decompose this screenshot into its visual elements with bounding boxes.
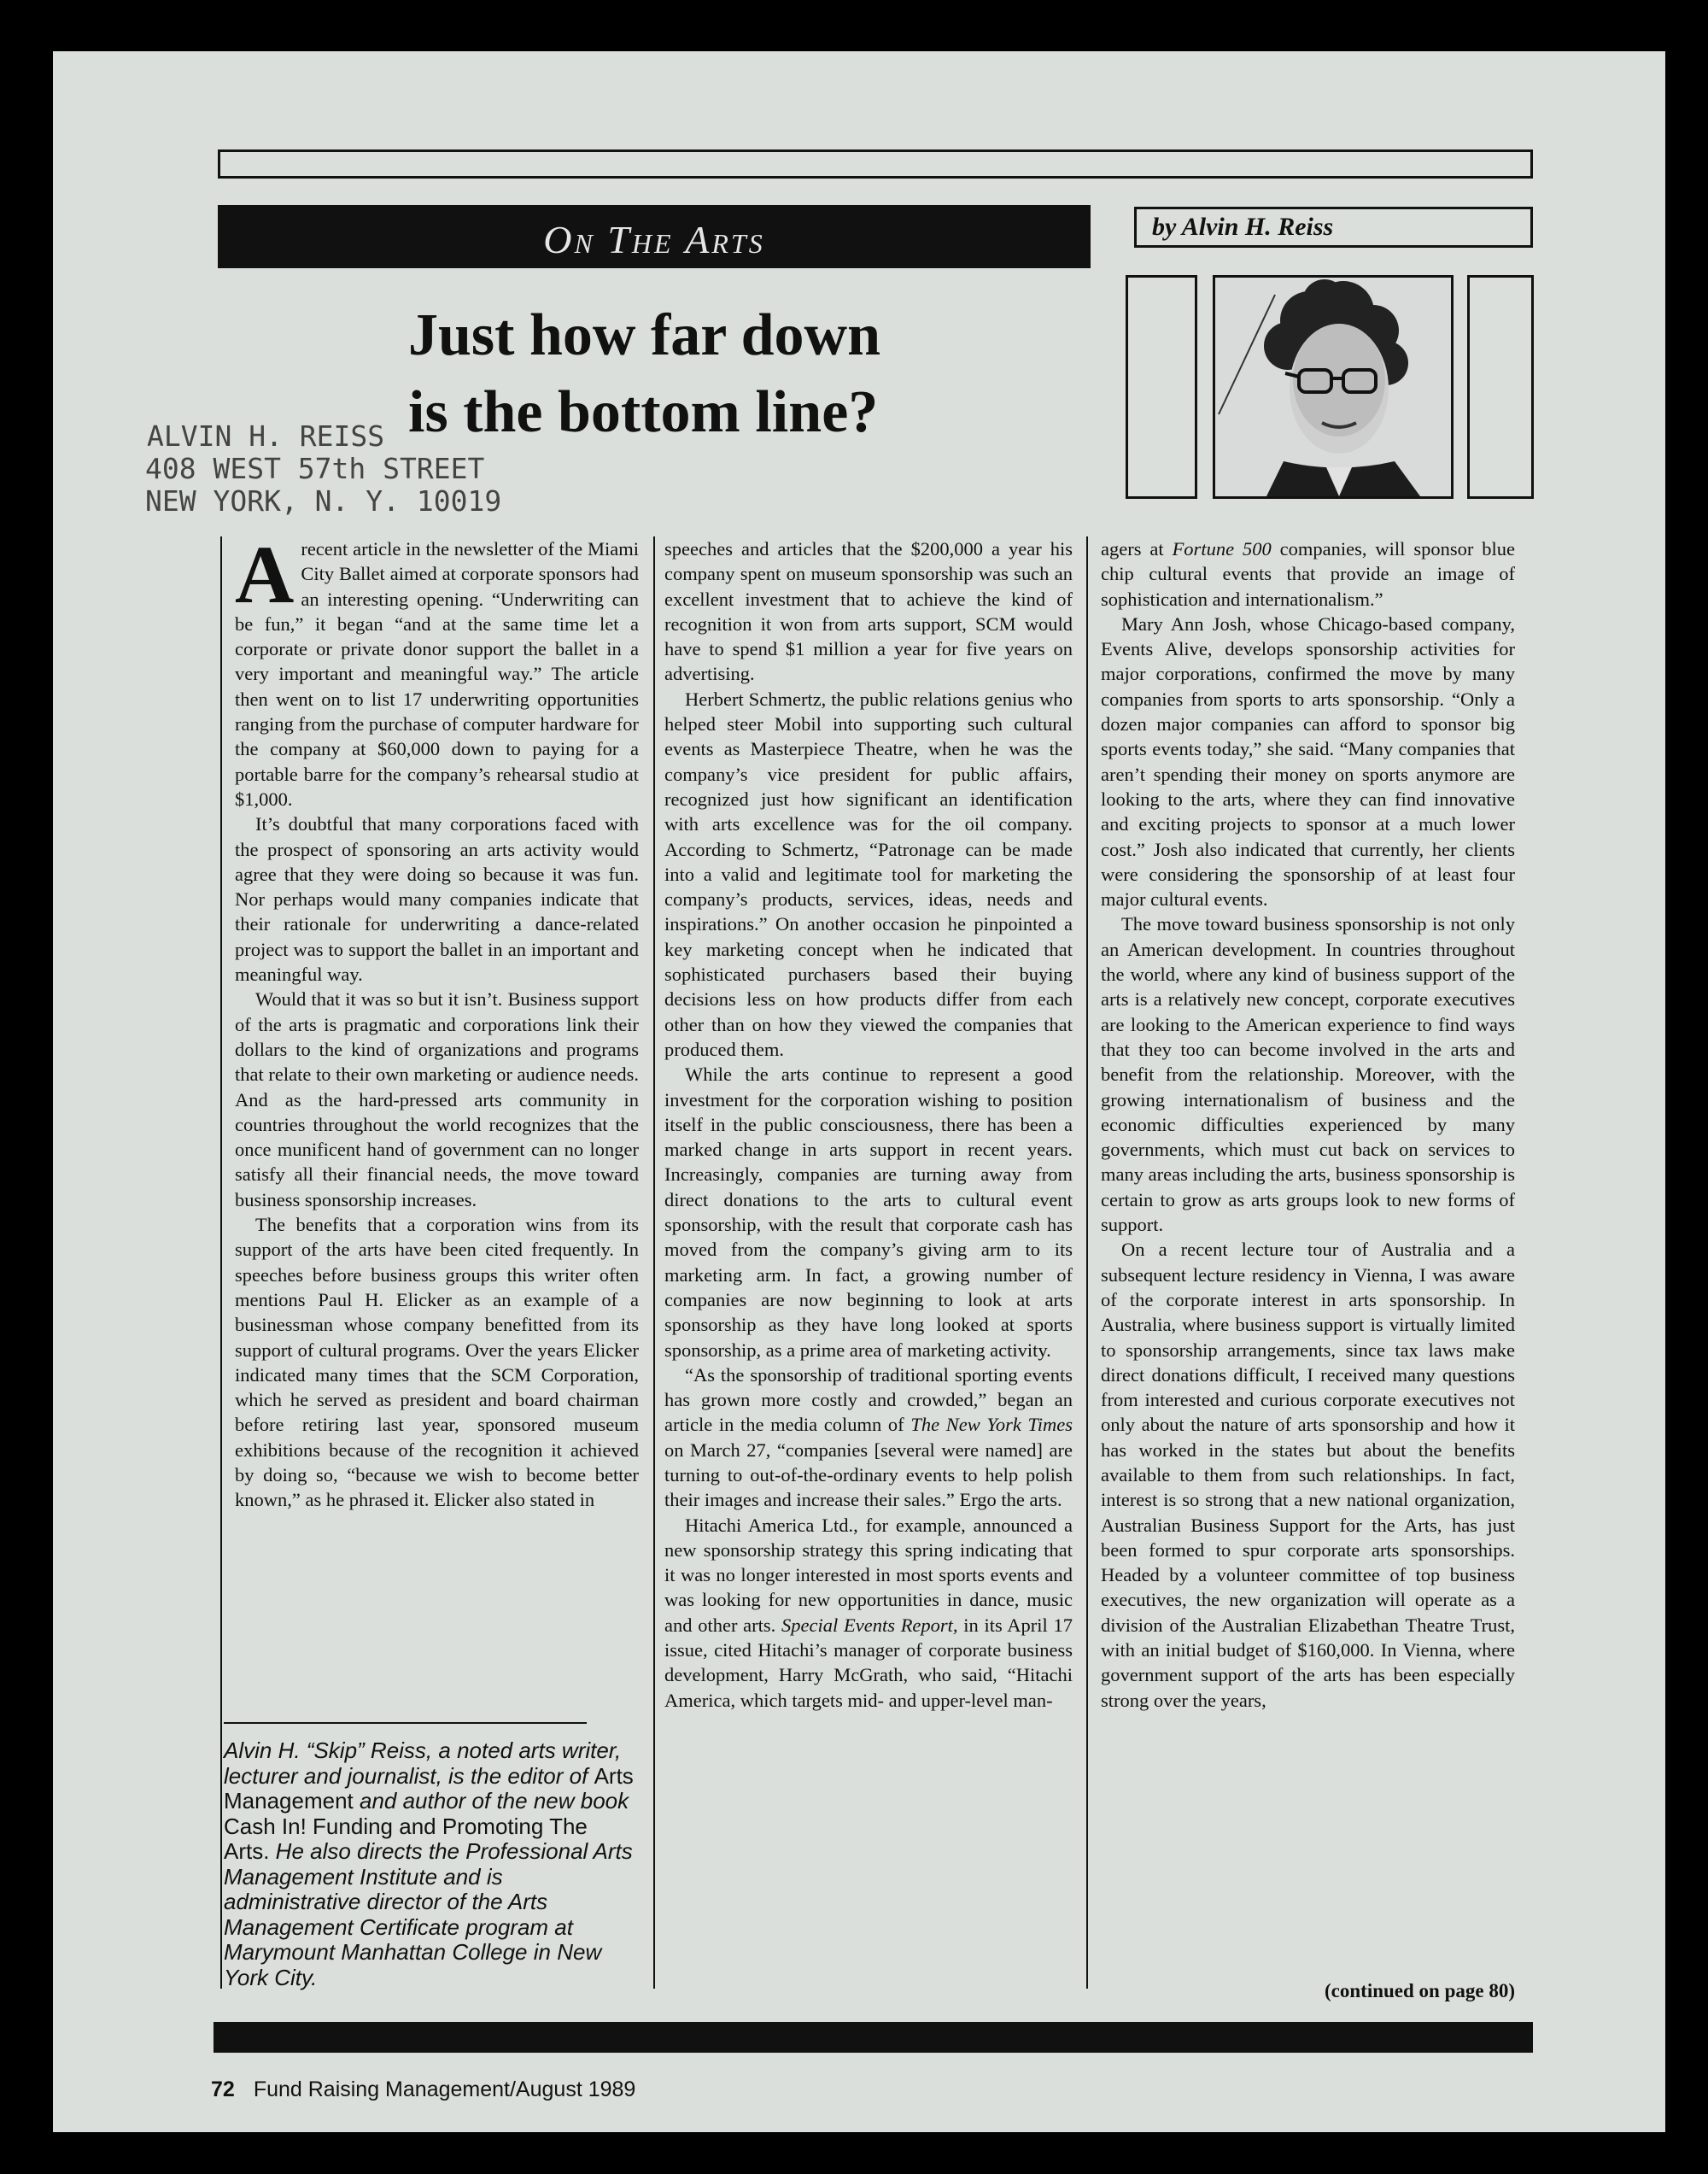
article-column-2	[664, 536, 1073, 1713]
book-title: Cash In! Funding and Promoting The Arts.	[224, 1813, 588, 1864]
drop-cap: A	[235, 529, 295, 620]
publication-name: Fund Raising Management/August 1989	[253, 2077, 636, 2101]
author-portrait-icon	[1215, 278, 1451, 496]
paragraph: The move toward business sponsorship is not only an American development. In countries throughout the world, where any kind of business support of the arts is a relatively new concept, corporate executives are looking to the American experience to find ways that they too can become involved in the arts and benefit from the relationship. Moreover, with the growing internationalism of business and the economic difficulties experienced by many governments, which must cut back on services to many areas including the arts, business sponsorship is certain to grow as arts groups look to new forms of support.	[1101, 913, 1515, 1236]
paragraph: Arecent article in the newsletter of the Miami City Ballet aimed at corporate sponsors had an interesting opening. “Underwriting can be fun,” it began “and at the same time let a corporate or private donor support the ballet in a very important and meaningful way.” The article then went on to list 17 underwriting opportunities ranging from the purchase of computer hardware for the company at $60,000 down to paying for a portable barre for the company’s rehearsal studio at $1,000.	[235, 529, 639, 810]
headline-line-1: Just how far down	[408, 302, 880, 368]
stamp-line-1: ALVIN H. REISS	[147, 419, 385, 453]
continued-note: (continued on page 80)	[1325, 1980, 1515, 2001]
byline: by Alvin H. Reiss	[1134, 207, 1533, 248]
publication-title: Fortune 500	[1172, 538, 1272, 560]
paragraph: Hitachi America Ltd., for example, announced a new sponsorship strategy this spring indicating that it was no longer interested in most sports events and was looking for new opportunities in dance, music and other arts. Special Events Report, in its April 17 issue, cited Hitachi’s manager of corporate business development, Harry McGrath, who said, “Hitachi America, which targets mid- and upper-level man-	[664, 1514, 1073, 1711]
paragraph: While the arts continue to represent a good investment for the corporation wishing to position itself in the public consciousness, there has been a marked change in arts support in recent years. Increasingly, companies are turning away from direct donations to the arts to cultural event sponsorship, with the result that corporate cash has moved from the company’s giving arm to its marketing arm. In fact, a growing number of companies are now beginning to look at arts sponsorship as they have long looked at sports sponsorship, as a prime area of marketing activity.	[664, 1064, 1073, 1361]
author-photo	[1213, 275, 1454, 499]
column-rule-1	[653, 536, 655, 1989]
paragraph: Herbert Schmertz, the public relations genius who helped steer Mobil into supporting such cultural events as Masterpiece Theatre, when he was the company’s vice president for public affairs, recognized just how significant an identification with arts excellence was for the oil company. According to Schmertz, “Patronage can be made into a valid and legitimate tool for marketing the company’s products, services, ideas, needs and inspirations.” On another occasion he pinpointed a key marketing concept when he indicated that sophisticated purchasers based their buying decisions less on how products differ from each other than on how they viewed the companies that produced them.	[664, 688, 1073, 1060]
paragraph: It’s doubtful that many corporations faced with the prospect of sponsoring an arts activity would agree that they were doing so because it was fun. Nor perhaps would many companies indicate that their rationale for underwriting a dance-related project was to support the ballet in an important and meaningful way.	[235, 813, 639, 986]
section-banner	[218, 205, 1091, 268]
page-footer	[211, 2077, 635, 2102]
address-stamp	[145, 420, 501, 518]
paragraph: The benefits that a corporation wins from its support of the arts have been cited frequently. In speeches before business groups this writer often mentions Paul H. Elicker as an example of a businessman whose company benefitted from its support of cultural programs. Over the years Elicker indicated many times that the SCM Corporation, which he served as president and board chairman before retiring last year, sponsored museum exhibitions because of the recognition it achieved by doing so, “because we wish to become better known,” as he phrased it. Elicker also stated in	[235, 1214, 639, 1511]
publication-title: Arts Management	[224, 1762, 634, 1814]
headline-line-2: is the bottom line?	[408, 379, 879, 445]
paragraph: agers at Fortune 500 companies, will sponsor blue chip cultural events that provide an image of sophistication and internationalism.”	[1101, 538, 1516, 610]
column-rule-left	[220, 536, 222, 1989]
paragraph: speeches and articles that the $200,000 a year his company spent on museum sponsorship was such an excellent investment that to achieve the kind of recognition it won from arts support, SCM would have to spend $1 million a year for five years on advertising.	[664, 538, 1073, 685]
author-bio: Alvin H. “Skip” Reiss, a noted arts writer, lecturer and journalist, is the editor of Arts Management and author of the new book Cash In! Funding and Promoting The Arts. He also directs the Professional Arts Management Institute and is administrative director of the Arts Management Certificate program at Marymount Manhattan College in New York City.	[224, 1737, 634, 1990]
photo-side-frame-left	[1126, 275, 1197, 499]
bio-divider	[224, 1722, 587, 1724]
photo-side-frame-right	[1467, 275, 1534, 499]
paragraph: Mary Ann Josh, whose Chicago-based company, Events Alive, develops sponsorship activities for major corporations, confirmed the move by many companies from sports to arts sponsorship. “Only a dozen major companies can afford to sponsor big sports events today,” she said. “Many companies that aren’t spending their money on sports anymore are looking to the arts, where they can find innovative and exciting projects to sponsor at a much lower cost.” Josh also indicated that currently, her clients were considering the sponsorship of at least four major cultural events.	[1101, 612, 1515, 911]
stamp-line-3: NEW YORK, N. Y. 10019	[145, 484, 502, 518]
paragraph: On a recent lecture tour of Australia and a subsequent lecture residency in Vienna, I was aware of the corporate interest in arts sponsorship. In Australia, where business support is virtually limited to sponsorship arrangements, since tax laws make direct donations difficult, I received many questions from interested and curious corporate executives not only about the nature of arts sponsorship and how it has worked in the states but about the benefits available to them from such relationships. In fact, interest is so strong that a new national organization, Australian Business Support for the Arts, has just been formed to spur corporate arts sponsorships. Headed by a volunteer committee of top business executives, the new organization will operate as a division of the Australian Elizabethan Theatre Trust, with an initial budget of $160,000. In Vienna, where government support of the arts has been especially strong over the years,	[1101, 1239, 1515, 1711]
column-rule-2	[1086, 536, 1088, 1989]
stamp-line-2: 408 WEST 57th STREET	[145, 452, 485, 485]
publication-title: Special Events Report,	[781, 1614, 958, 1636]
article-column-1	[235, 529, 639, 1513]
top-frame	[218, 149, 1533, 179]
paragraph: “As the sponsorship of traditional sporting events has grown more costly and crowded,” began an article in the media column of The New York Times on March 27, “companies [several were named] are turning to out-of-the-ordinary events to help polish their images and increase their sales.” Ergo the arts.	[664, 1363, 1073, 1511]
article-column-3	[1101, 536, 1515, 1713]
page-number: 72	[211, 2077, 235, 2101]
publication-title: The New York Times	[910, 1414, 1073, 1436]
section-label: On The Arts	[543, 218, 765, 261]
paragraph: Would that it was so but it isn’t. Business support of the arts is pragmatic and corporations link their dollars to the kind of organizations and programs that relate to their own marketing or audience needs. And as the hard-pressed arts community in countries throughout the world recognizes that the once munificent hand of government can no longer satisfy all their financial needs, the move toward business sponsorship increases.	[235, 988, 639, 1210]
bottom-rule-bar	[214, 2022, 1533, 2053]
